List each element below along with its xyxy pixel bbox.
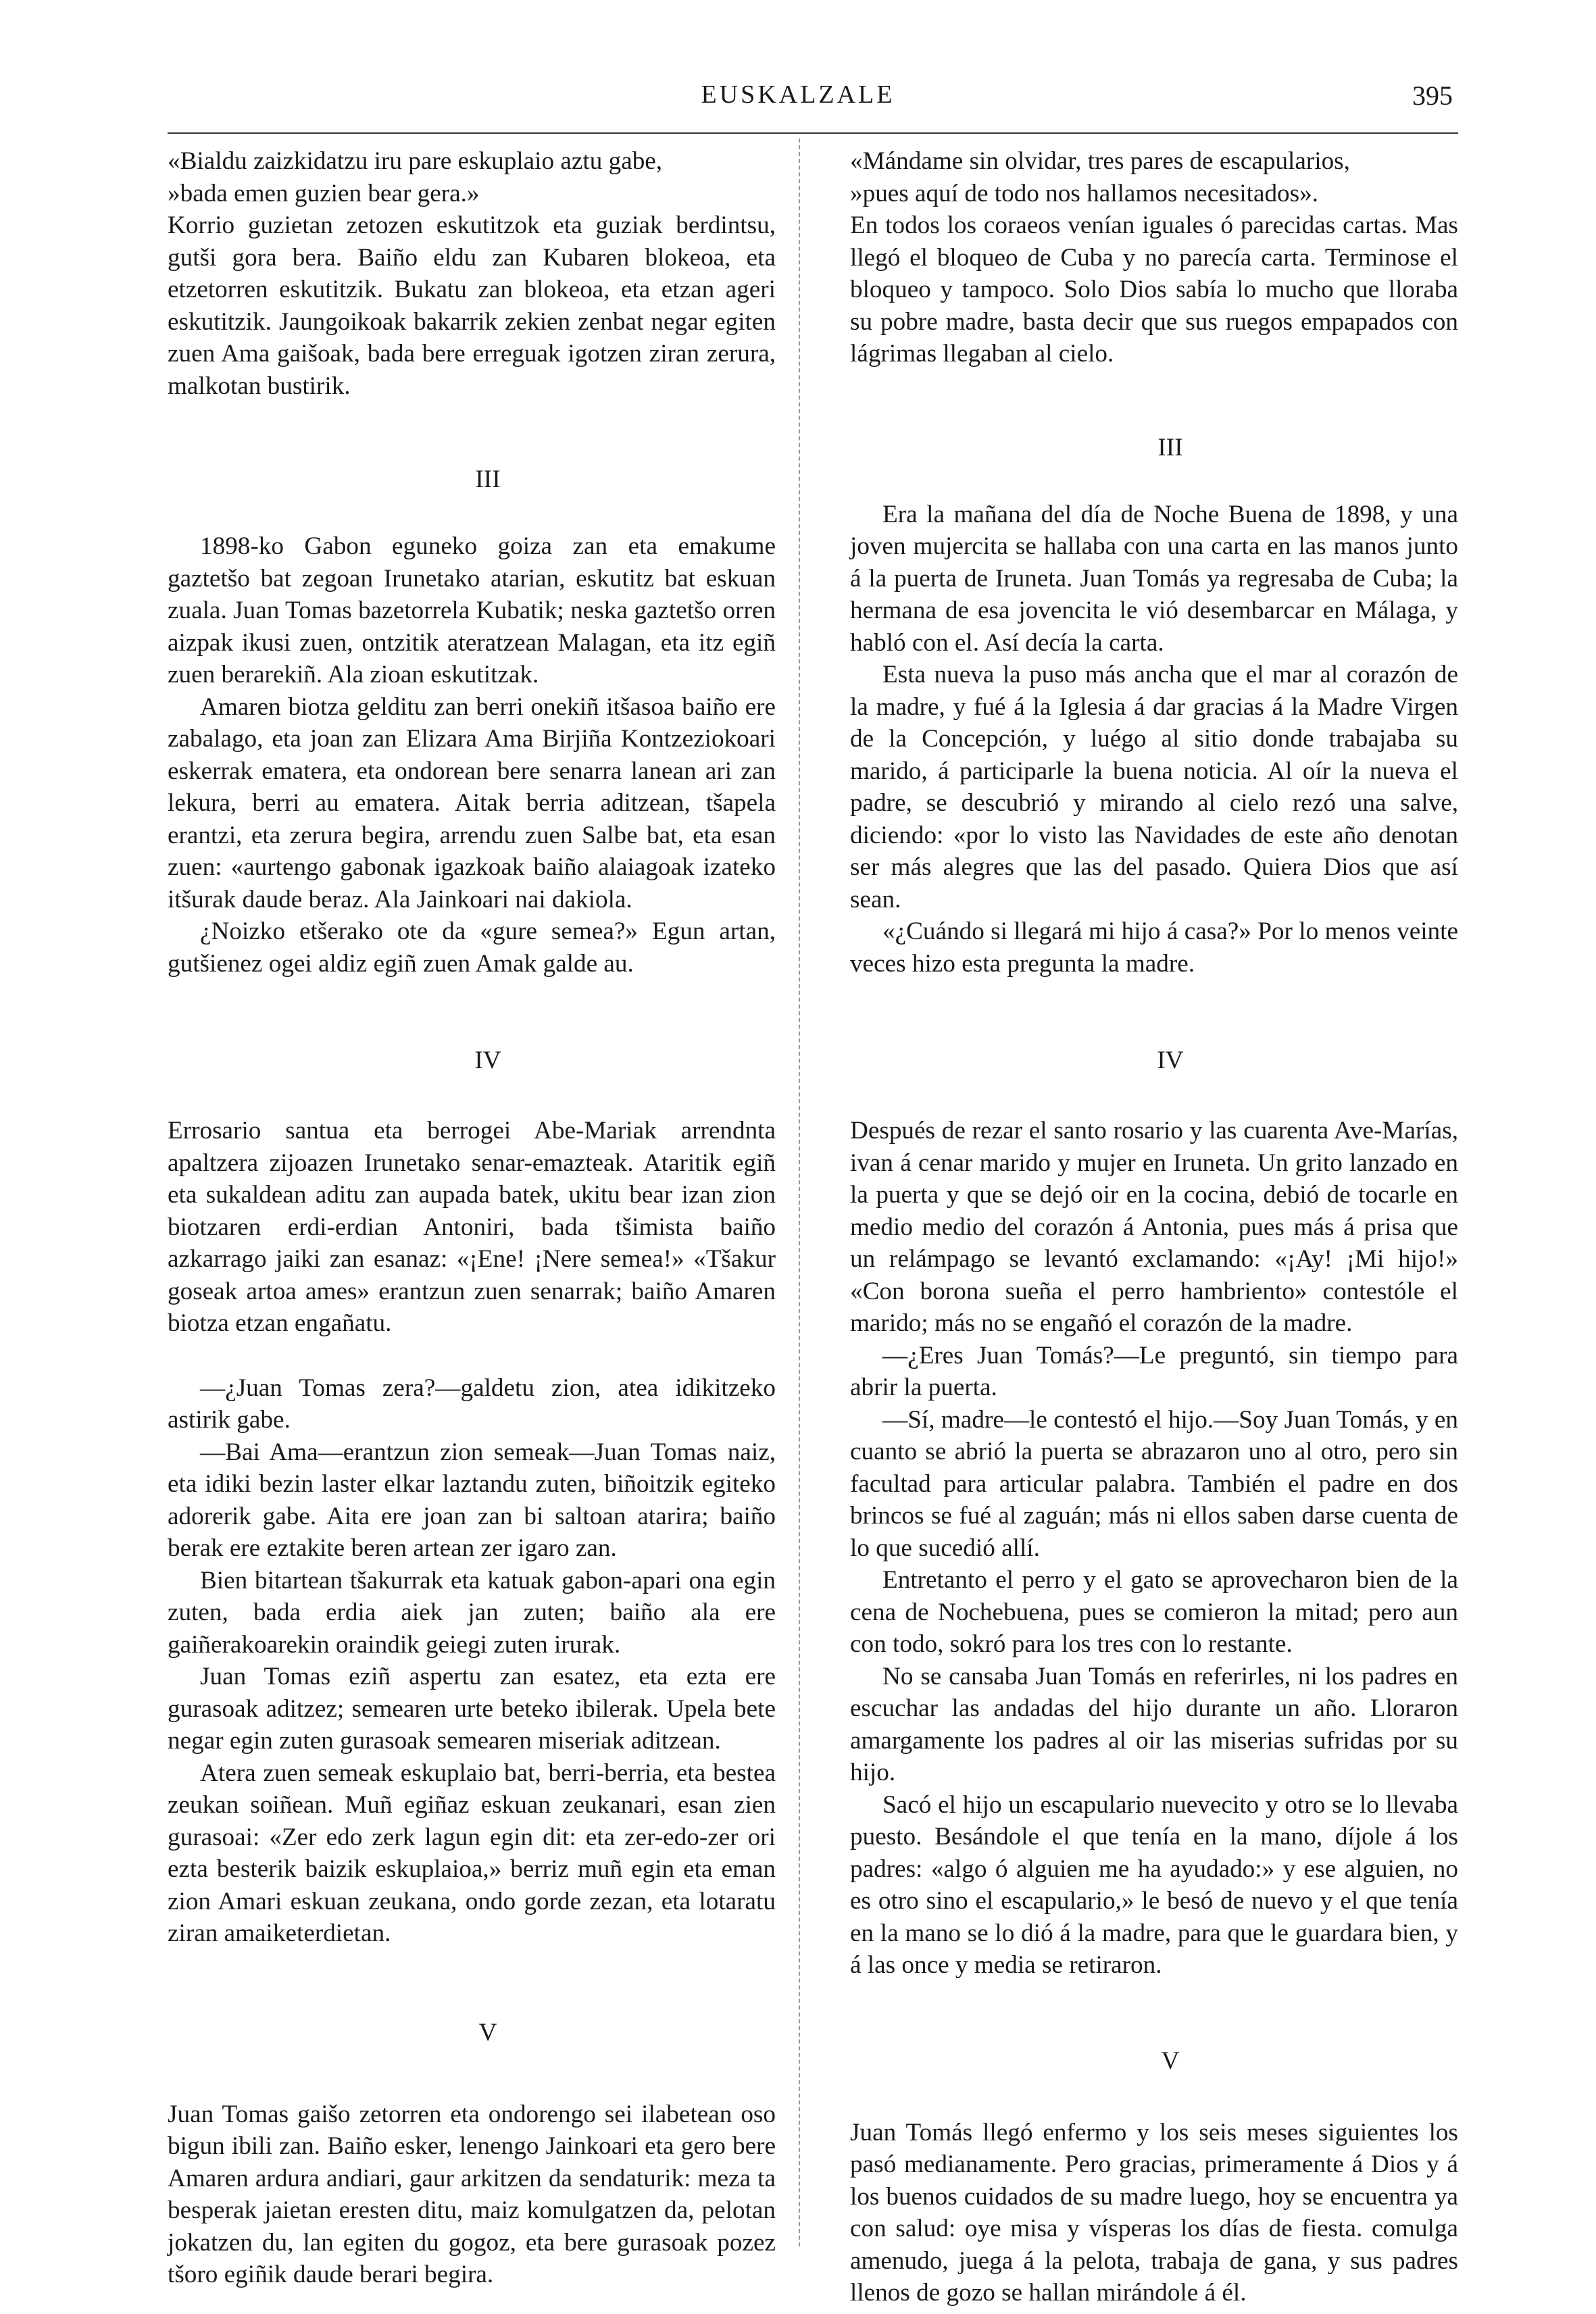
paragraph: —¿Juan Tomas zera?—galdetu zion, atea idikitzeko astirik gabe. [168, 1374, 776, 1434]
verse-line: «Bialdu zaizkidatzu iru pare eskuplaio aztu gabe, [168, 147, 663, 175]
paragraph: Errosario santua eta berrogei Abe-Mariak arrendnta apaltzera zijoazen Irunetako senar-emazteak. Ataritik egiñ eta sukaldean aditu zan aupada batek, ukitu bear izan zion biotzaren erdi-erdian Antoniri, bada tšimista baiño azkarrago jaiki zan esanaz: «¡Ene! ¡Nere semea!» «Tšakur goseak artoa ames» erantzun zuen senarrak; baiño Amaren biotza etzan engañatu. [168, 1117, 776, 1337]
paragraph: Bien bitartean tšakurrak eta katuak gabon-apari ona egin zuten, bada erdia aiek jan zuten; baiño ala ere gaiñerakoarekin oraindik geiegi zuten irurak. [168, 1566, 776, 1659]
paragraph: «¿Cuándo si llegará mi hijo á casa?» Por lo menos veinte veces hizo esta pregunta la madre. [850, 917, 1458, 978]
basque-column [168, 145, 776, 2291]
section-heading: IV [474, 1047, 501, 1074]
paragraph: Amaren biotza gelditu zan berri onekiñ itšasoa baiño ere zabalago, eta joan zan Elizara Ama Birjiña Kontzeziokoari eskerrak ematera, eta ondorean bere senarra lanean ari zan lekura, berri au ematera. Aitak berria aditzean, tšapela erantzi, eta zerura begira, arrendu zuen Salbe bat, eta esan zuen: «aurtengo gabonak igazkoak baiño alaiagoak izateko itšurak daude beraz. Ala Jainkoari nai dakiola. [168, 693, 776, 913]
paragraph: ¿Noizko etšerako ote da «gure semea?» Egun artan, gutšienez ogei aldiz egiñ zuen Amak galde au. [168, 917, 776, 978]
section-heading: V [1161, 2046, 1180, 2075]
paragraph: —Bai Ama—erantzun zion semeak—Juan Tomas naiz, eta idiki bezin laster elkar laztandu zuten, biñoitzik egiteko adorerik gabe. Aita ere joan zan bi saltoan atarira; baiño berak ere eztakite beren artean zer igaro zan. [168, 1438, 776, 1562]
paragraph: Entretanto el perro y el gato se aprovecharon bien de la cena de Nochebuena, pues se comieron la mitad; pero aun con todo, sokró para los tres con lo restante. [850, 1566, 1458, 1658]
section-heading: IV [1157, 1047, 1184, 1074]
paragraph: No se cansaba Juan Tomás en referirles, ni los padres en escuchar las andadas del hijo durante un año. Lloraron amargamente los padres al oir las miserias sufridas por su hijo. [850, 1662, 1458, 1786]
section-heading: III [475, 466, 501, 493]
verse-line: »bada emen guzien bear gera.» [168, 179, 480, 207]
header-rule [168, 132, 1458, 134]
column-divider [799, 139, 800, 2246]
paragraph: Juan Tomas gaišo zetorren eta ondorengo sei ilabetean oso bigun ibili zan. Baiño esker, lenengo Jainkoari eta gero bere Amaren ardura andiari, gaur arkitzen da sendaturik: meza ta besperak jaietan eresten ditu, maiz komulgatzen da, pelotan jokatzen du, lan egiten du gogoz, eta bere gurasoak pozez tšoro egiñik daude berari begira. [168, 2100, 776, 2288]
paragraph: Atera zuen semeak eskuplaio bat, berri-berria, eta bestea zeukan soiñean. Muñ egiñaz eskuan zeukanari, esan zien gurasoai: «Zer edo zerk lagun egin dit: eta zer-edo-zer ori ezta besterik baizik eskuplaioa,» berriz muñ egin eta eman zion Amari eskuan zeukana, ondo gorde zezan, eta lotaratu ziran amaiketerdietan. [168, 1759, 776, 1947]
section-heading: V [478, 2018, 497, 2046]
paragraph: Korrio guzietan zetozen eskutitzok eta guziak berdintsu, gutši gora bera. Baiño eldu zan Kubaren blokeoa, eta etzetorren eskutitzik. Bukatu zan blokeoa, eta etzan ageri eskutitzik. Jaungoikoak bakarrik zekien zenbat negar egiten zuen Ama gaišoak, bada bere erreguak igotzen ziran zerura, malkotan bustirik. [168, 211, 776, 400]
section-heading: III [1157, 433, 1183, 461]
paragraph: Después de rezar el santo rosario y las cuarenta Ave-Marías, ivan á cenar marido y mujer en Iruneta. Un grito lanzado en la puerta y que se dejó oir en la cocina, debió de tocarle en medio medio del corazón á Antonia, pues más á prisa que un relámpago se levantó exclamando: «¡Ay! ¡Mi hijo!» «Con borona sueña el perro hambriento» contestóle el marido; más no se engañó el corazón de la madre. [850, 1117, 1458, 1337]
spanish-column [850, 145, 1458, 2309]
paragraph: En todos los coraeos venían iguales ó parecidas cartas. Mas llegó el bloqueo de Cuba y no parecía carta. Terminose el bloqueo y tampoco. Solo Dios sabía lo mucho que lloraba su pobre madre, basta decir que sus ruegos empapados con lágrimas llegaban al cielo. [850, 211, 1458, 368]
verse-line: »pues aquí de todo nos hallamos necesitados». [850, 179, 1318, 207]
running-title: EUSKALZALE [701, 80, 895, 109]
paragraph: 1898-ko Gabon eguneko goiza zan eta emakume gaztetšo bat zegoan Irunetako atarian, eskutitz bat eskuan zuala. Juan Tomas bazetorrela Kubatik; neska gaztetšo orren aizpak ikusi zuen, ontzitik ateratzean Malagan, eta itz egiñ zuen berarekiñ. Ala zioan eskutitzak. [168, 532, 776, 688]
verse-line: «Mándame sin olvidar, tres pares de escapularios, [850, 147, 1350, 175]
paragraph: Juan Tomas eziñ aspertu zan esatez, eta ezta ere gurasoak aditzez; semearen urte beteko ibilerak. Upela bete negar egin zuten gurasoak semearen miseriak aditzean. [168, 1663, 776, 1755]
paragraph: Sacó el hijo un escapulario nuevecito y otro se lo llevaba puesto. Besándole el que tenía en la mano, díjole á los padres: «algo ó alguien me ha ayudado:» y ese alguien, no es otro sino el escapulario,» le besó de nuevo y el que tenía en la mano se lo dió á la madre, para que le guardara bien, y á las once y media se retiraron. [850, 1790, 1458, 1979]
page-number: 395 [1412, 80, 1453, 111]
paragraph: —Sí, madre—le contestó el hijo.—Soy Juan Tomás, y en cuanto se abrió la puerta se abrazaron uno al otro, pero sin facultad para articular palabra. También el padre en dos brincos se fué al zaguán; más ni ellos saben darse cuenta de lo que sucedió allí. [850, 1405, 1458, 1562]
paragraph: Juan Tomás llegó enfermo y los seis meses siguientes los pasó medianamente. Pero gracias, primeramente á Dios y á los buenos cuidados de su madre luego, hoy se encuentra ya con salud: oye misa y vísperas los días de fiesta. comulga amenudo, juega á la pelota, trabaja de gana, y sus padres llenos de gozo se hallan mirándole á él. [850, 2118, 1458, 2307]
paragraph: —¿Eres Juan Tomás?—Le preguntó, sin tiempo para abrir la puerta. [850, 1341, 1458, 1401]
page-header [0, 80, 1596, 120]
paragraph: Era la mañana del día de Noche Buena de 1898, y una joven mujercita se hallaba con una carta en las manos junto á la puerta de Iruneta. Juan Tomás ya regresaba de Cuba; la hermana de esa jovencita le vió desembarcar en Málaga, y habló con el. Así decía la carta. [850, 500, 1458, 657]
paragraph: Esta nueva la puso más ancha que el mar al corazón de la madre, y fué á la Iglesia á dar gracias á la Madre Virgen de la Concepción, y luégo al sitio donde trabajaba su marido, á participarle la buena noticia. Al oír la nueva el padre, se descubrió y mirando al cielo rezó una salve, diciendo: «por lo visto las Navidades de este año denotan ser más alegres que las del pasado. Quiera Dios que así sean. [850, 661, 1458, 913]
